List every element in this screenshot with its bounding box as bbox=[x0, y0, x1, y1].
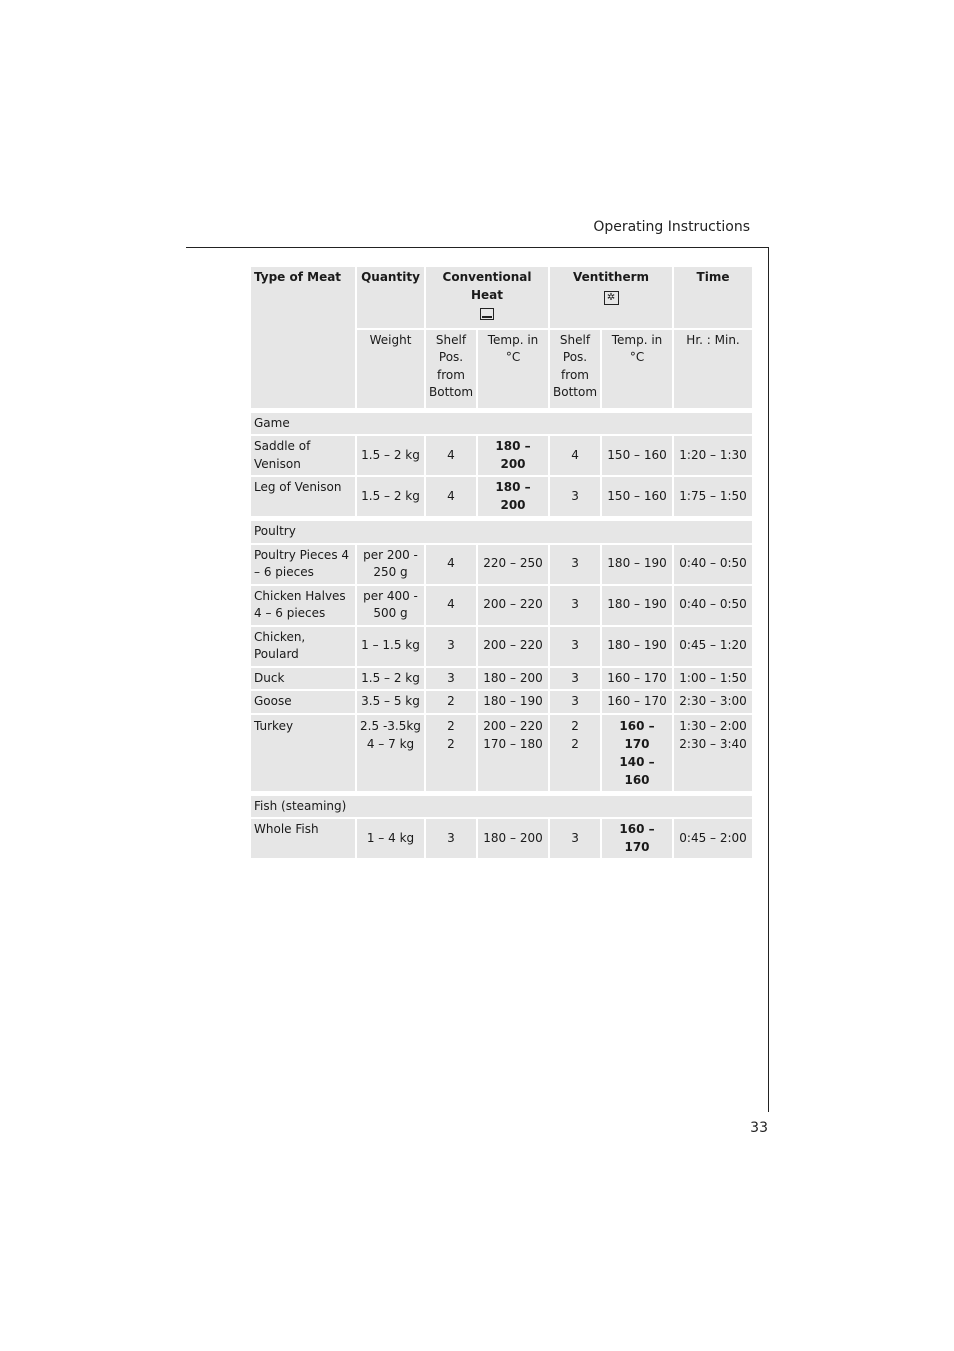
table-row bbox=[251, 627, 752, 666]
col-quantity: Quantity bbox=[357, 267, 424, 328]
cell-time: 0:45 – 2:00 bbox=[674, 819, 752, 858]
cell-quantity: 1.5 – 2 kg bbox=[357, 477, 424, 516]
oven-conventional-icon bbox=[480, 308, 494, 320]
cell-vent-temp: 180 – 190 bbox=[602, 586, 672, 625]
cell-quantity: 1 – 1.5 kg bbox=[357, 627, 424, 666]
cell-vent-temp: 150 – 160 bbox=[602, 477, 672, 516]
col-type-of-meat: Type of Meat bbox=[251, 267, 355, 408]
table-row bbox=[251, 691, 752, 713]
col-conventional-heat bbox=[426, 267, 548, 328]
cell-conv-shelf: 2 2 bbox=[426, 715, 476, 791]
cell-conv-temp: 200 – 220 bbox=[478, 586, 548, 625]
cell-vent-shelf: 2 2 bbox=[550, 715, 600, 791]
header-rule bbox=[186, 247, 769, 248]
cell-vent-shelf: 3 bbox=[550, 627, 600, 666]
category-header: Fish (steaming) bbox=[251, 796, 752, 818]
sub-vent-temp: Temp. in °C bbox=[602, 330, 672, 408]
cell-conv-temp: 180 – 200 bbox=[478, 819, 548, 858]
table-row bbox=[251, 715, 752, 791]
cell-time: 1:30 – 2:00 2:30 – 3:40 bbox=[674, 715, 752, 791]
cell-conv-shelf: 3 bbox=[426, 819, 476, 858]
cell-vent-temp: 160 – 170 bbox=[602, 819, 672, 858]
table-row bbox=[251, 436, 752, 475]
cell-meat: Duck bbox=[251, 668, 355, 690]
cell-conv-temp: 180 – 200 bbox=[478, 668, 548, 690]
conventional-heat-label: Conventional Heat bbox=[442, 270, 532, 302]
table-row bbox=[251, 545, 752, 584]
sub-weight: Weight bbox=[357, 330, 424, 408]
cell-time: 0:45 – 1:20 bbox=[674, 627, 752, 666]
cell-time: 1:20 – 1:30 bbox=[674, 436, 752, 475]
cell-conv-temp: 220 – 250 bbox=[478, 545, 548, 584]
cell-conv-shelf: 3 bbox=[426, 668, 476, 690]
cell-vent-shelf: 3 bbox=[550, 819, 600, 858]
cell-vent-temp: 180 – 190 bbox=[602, 627, 672, 666]
cell-vent-shelf: 3 bbox=[550, 545, 600, 584]
cell-conv-temp: 180 – 200 bbox=[478, 436, 548, 475]
table-row bbox=[251, 477, 752, 516]
header-title: Operating Instructions bbox=[593, 219, 750, 235]
cell-quantity: per 200 - 250 g bbox=[357, 545, 424, 584]
cell-time: 0:40 – 0:50 bbox=[674, 545, 752, 584]
cell-meat: Whole Fish bbox=[251, 819, 355, 858]
cell-quantity: 2.5 -3.5kg 4 – 7 kg bbox=[357, 715, 424, 791]
cell-vent-temp: 160 – 170 bbox=[602, 691, 672, 713]
fan-icon: ✲ bbox=[604, 291, 619, 305]
cell-conv-shelf: 2 bbox=[426, 691, 476, 713]
cell-vent-temp: 180 – 190 bbox=[602, 545, 672, 584]
cell-quantity: 1.5 – 2 kg bbox=[357, 436, 424, 475]
cell-conv-shelf: 4 bbox=[426, 477, 476, 516]
cell-conv-temp: 200 – 220 170 – 180 bbox=[478, 715, 548, 791]
col-ventitherm bbox=[550, 267, 672, 328]
cell-meat: Poultry Pieces 4 – 6 pieces bbox=[251, 545, 355, 584]
cell-vent-temp: 160 – 170 bbox=[602, 668, 672, 690]
sub-vent-shelf: Shelf Pos. from Bottom bbox=[550, 330, 600, 408]
sub-conv-temp: Temp. in °C bbox=[478, 330, 548, 408]
col-time: Time bbox=[674, 267, 752, 328]
table-row bbox=[251, 819, 752, 858]
category-header: Game bbox=[251, 413, 752, 435]
meat-roasting-table bbox=[249, 265, 754, 860]
cell-conv-temp: 200 – 220 bbox=[478, 627, 548, 666]
cell-meat: Chicken Halves 4 – 6 pieces bbox=[251, 586, 355, 625]
cell-vent-shelf: 3 bbox=[550, 691, 600, 713]
cell-meat: Saddle of Venison bbox=[251, 436, 355, 475]
cell-time: 2:30 – 3:00 bbox=[674, 691, 752, 713]
cell-time: 1:00 – 1:50 bbox=[674, 668, 752, 690]
cell-meat: Leg of Venison bbox=[251, 477, 355, 516]
sub-hr-min: Hr. : Min. bbox=[674, 330, 752, 408]
cell-conv-shelf: 3 bbox=[426, 627, 476, 666]
cell-meat: Goose bbox=[251, 691, 355, 713]
cell-conv-temp: 180 – 190 bbox=[478, 691, 548, 713]
cell-quantity: 1.5 – 2 kg bbox=[357, 668, 424, 690]
margin-rule bbox=[768, 247, 769, 1112]
cell-vent-temp: 160 – 170 140 – 160 bbox=[602, 715, 672, 791]
cell-time: 1:75 – 1:50 bbox=[674, 477, 752, 516]
cell-conv-shelf: 4 bbox=[426, 436, 476, 475]
sub-conv-shelf: Shelf Pos. from Bottom bbox=[426, 330, 476, 408]
cell-conv-shelf: 4 bbox=[426, 545, 476, 584]
cell-conv-temp: 180 – 200 bbox=[478, 477, 548, 516]
cell-vent-temp: 150 – 160 bbox=[602, 436, 672, 475]
cell-quantity: 3.5 – 5 kg bbox=[357, 691, 424, 713]
cell-quantity: per 400 - 500 g bbox=[357, 586, 424, 625]
page-number: 33 bbox=[750, 1120, 768, 1136]
cell-vent-shelf: 3 bbox=[550, 477, 600, 516]
table-row bbox=[251, 586, 752, 625]
cell-vent-shelf: 4 bbox=[550, 436, 600, 475]
cell-meat: Chicken, Poulard bbox=[251, 627, 355, 666]
cell-meat: Turkey bbox=[251, 715, 355, 791]
cell-quantity: 1 – 4 kg bbox=[357, 819, 424, 858]
ventitherm-label: Ventitherm bbox=[573, 270, 650, 284]
category-header: Poultry bbox=[251, 521, 752, 543]
cell-conv-shelf: 4 bbox=[426, 586, 476, 625]
cell-time: 0:40 – 0:50 bbox=[674, 586, 752, 625]
table-row bbox=[251, 668, 752, 690]
cell-vent-shelf: 3 bbox=[550, 586, 600, 625]
cell-vent-shelf: 3 bbox=[550, 668, 600, 690]
